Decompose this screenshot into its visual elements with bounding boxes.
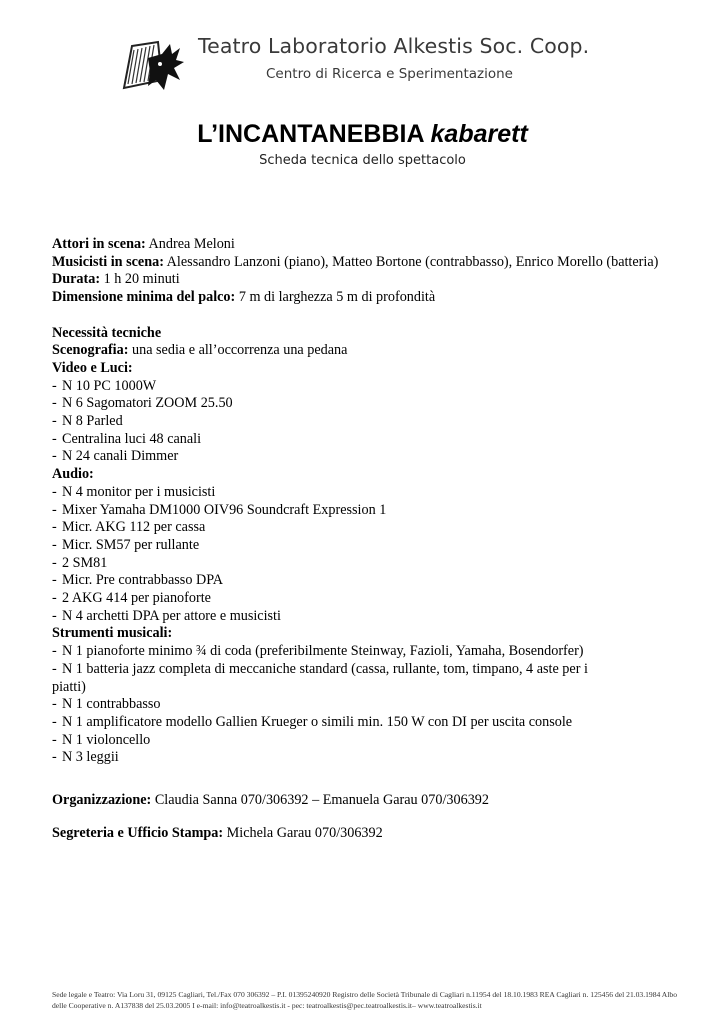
document-subtitle: Scheda tecnica dello spettacolo xyxy=(259,153,466,168)
list-item: - N 4 monitor per i musicisti xyxy=(52,483,216,500)
organizzazione-value: Claudia Sanna 070/306392 – Emanuela Garau 070/306392 xyxy=(151,792,489,808)
list-item: - N 1 violoncello xyxy=(52,731,151,748)
list-item: - N 8 Parled xyxy=(52,413,123,430)
organizzazione-line xyxy=(52,792,489,809)
palco-label: Dimensione minima del palco: xyxy=(52,289,236,306)
musicisti-label: Musicisti in scena: xyxy=(52,253,164,270)
durata-label: Durata: xyxy=(52,271,101,288)
attori-value: Andrea Meloni xyxy=(145,236,235,252)
list-item: - Micr. Pre contrabbasso DPA xyxy=(52,572,224,589)
list-item: - Micr. SM57 per rullante xyxy=(52,536,200,553)
video-heading: Video e Luci: xyxy=(52,359,133,376)
list-item: - N 24 canali Dimmer xyxy=(52,448,179,465)
audio-list xyxy=(52,484,672,626)
strumenti-heading: Strumenti musicali: xyxy=(52,625,173,642)
musicisti-line xyxy=(52,254,672,272)
needs-heading: Necessità tecniche xyxy=(52,324,162,341)
press-value: Michela Garau 070/306392 xyxy=(223,825,383,841)
title-main: L’INCANTANEBBIA xyxy=(197,120,424,148)
attori-line xyxy=(52,236,672,254)
durata-value: 1 h 20 minuti xyxy=(100,271,180,288)
list-item: - 2 AKG 414 per pianoforte xyxy=(52,590,211,607)
list-item: - N 1 batteria jazz completa di meccaniche standard (cassa, rullante, tom, timpano, 4 aste per i xyxy=(52,660,588,677)
list-item: - N 1 amplificatore modello Gallien Krueger o simili min. 150 W con DI per uscita console xyxy=(52,713,573,730)
list-item: - N 6 Sagomatori ZOOM 25.50 xyxy=(52,395,233,412)
palco-value: 7 m di larghezza 5 m di profondità xyxy=(235,289,436,306)
musicisti-value: Alessandro Lanzoni (piano), Matteo Bortone (contrabbasso), Enrico Morello (batteria) xyxy=(163,253,659,270)
list-item: - N 1 contrabbasso xyxy=(52,696,161,713)
list-item: - N 10 PC 1000W xyxy=(52,377,157,394)
org-subtitle: Centro di Ricerca e Sperimentazione xyxy=(266,66,513,82)
video-list xyxy=(52,378,672,467)
list-item: - N 4 archetti DPA per attore e musicisti xyxy=(52,607,281,624)
organizzazione-label: Organizzazione: xyxy=(52,792,152,808)
scenografia-value: una sedia e all’occorrenza una pedana xyxy=(128,342,348,359)
title-italic: kabarett xyxy=(430,120,528,148)
press-line xyxy=(52,825,383,842)
alkestis-logo-icon xyxy=(118,40,190,92)
document-body xyxy=(52,236,672,767)
audio-heading: Audio: xyxy=(52,466,94,483)
legal-footer: Sede legale e Teatro: Via Loru 31, 09125 Cagliari, Tel./Fax 070 306392 – P.I. 01395240920 Registro delle Società Tribunale di Cagliari n.11954 del 18.10.1983 REA Cagliari n. 125456 del 21.03.1984 Albo delle Cooperative n. A137838 del 25.03.2005 I e-mail: info@teatroalkestis.it - pec: teatroalkestis@pec.teatroalkestis.it– www.teatroalkestis.it xyxy=(52,990,677,1010)
durata-line xyxy=(52,271,672,289)
document-title xyxy=(0,120,725,149)
list-item: - Micr. AKG 112 per cassa xyxy=(52,519,206,536)
list-item: - 2 SM81 xyxy=(52,554,108,571)
scenografia-label: Scenografia: xyxy=(52,342,129,359)
list-item: - Mixer Yamaha DM1000 OIV96 Soundcraft Expression 1 xyxy=(52,501,387,518)
list-item: - N 3 leggii xyxy=(52,749,119,766)
strumenti-list xyxy=(52,643,672,767)
spacer xyxy=(52,307,672,325)
press-label: Segreteria e Ufficio Stampa: xyxy=(52,825,224,841)
list-item: - N 1 pianoforte minimo ¾ di coda (preferibilmente Steinway, Fazioli, Yamaha, Bosendorfer) xyxy=(52,643,584,660)
scenografia-line xyxy=(52,342,672,360)
list-item: - Centralina luci 48 canali xyxy=(52,430,202,447)
org-name: Teatro Laboratorio Alkestis Soc. Coop. xyxy=(198,34,590,58)
attori-label: Attori in scena: xyxy=(52,236,146,252)
list-item-continuation: piatti) xyxy=(52,678,86,695)
palco-line xyxy=(52,289,672,307)
